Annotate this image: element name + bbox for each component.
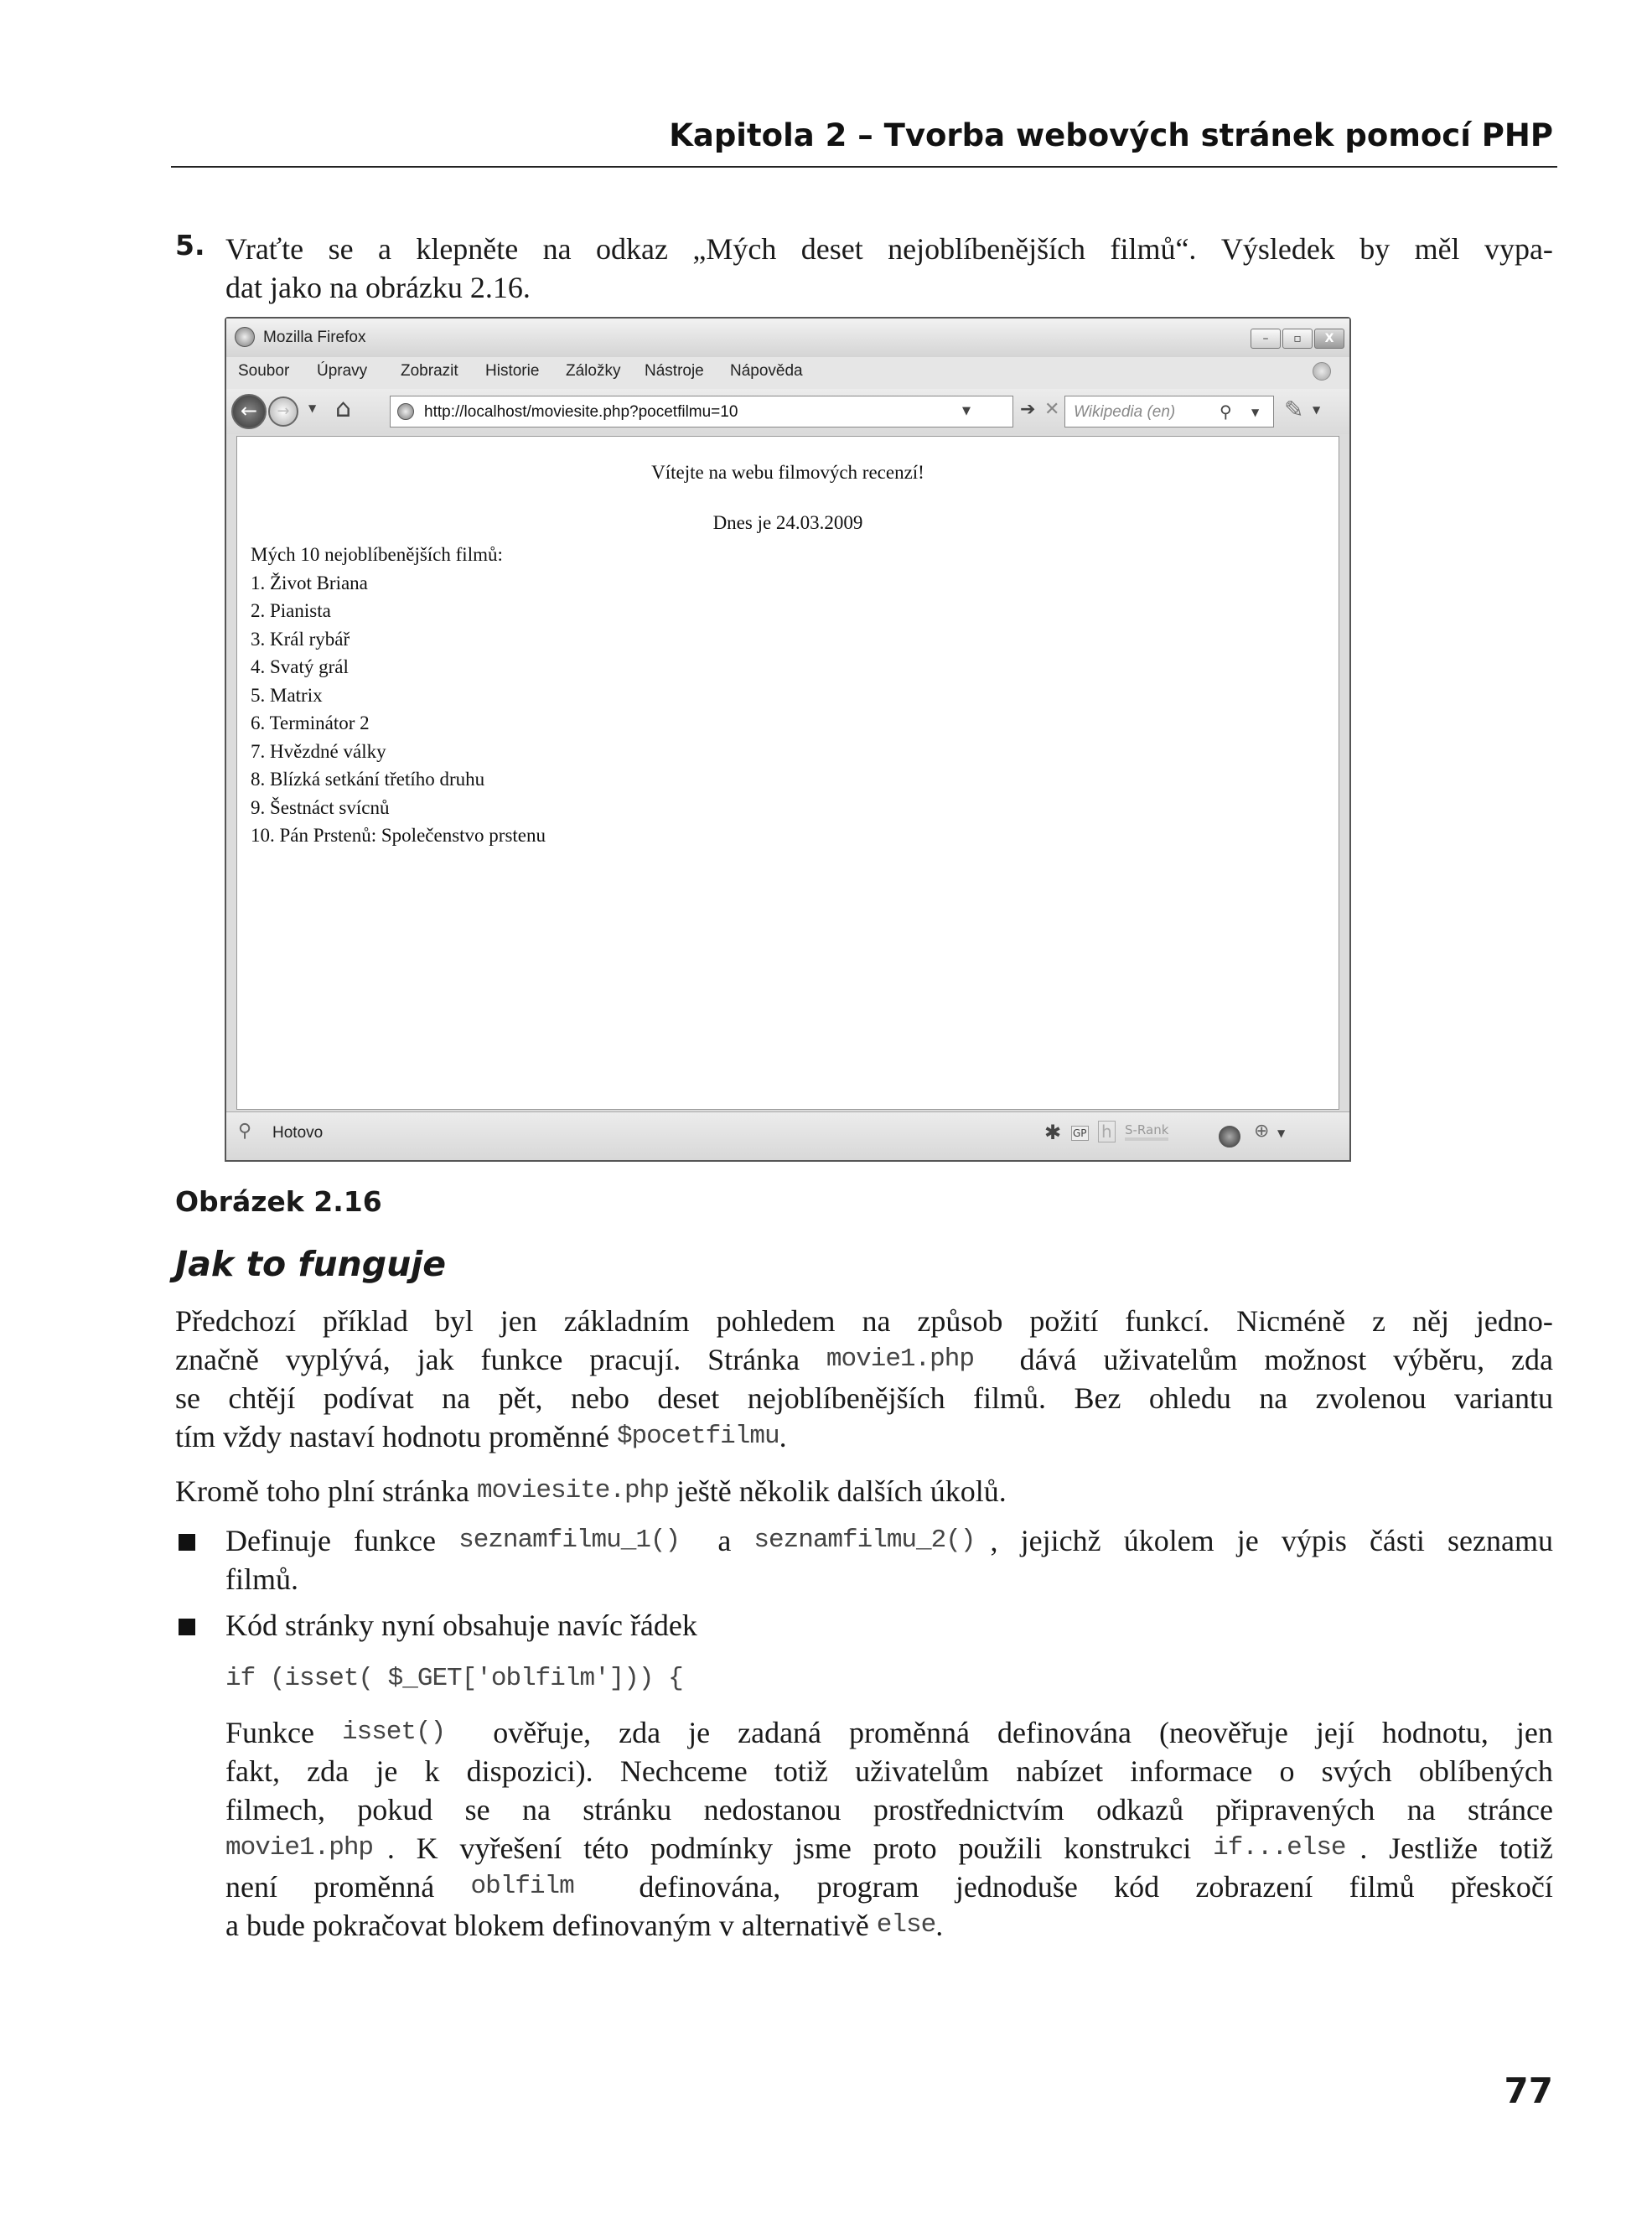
text-word: pět,	[498, 1381, 551, 1415]
film-list	[251, 541, 546, 850]
figure-caption: Obrázek 2.16	[175, 1185, 382, 1218]
text-word: seznamu	[1447, 1524, 1553, 1557]
browser-window	[225, 317, 1351, 1162]
text-word: na	[862, 1304, 899, 1338]
text-word: proměnná	[313, 1870, 443, 1904]
forward-button[interactable]: →	[268, 396, 298, 427]
text-word: prostřednictvím	[873, 1793, 1072, 1826]
text-word: ,	[990, 1524, 1006, 1557]
status-bar	[226, 1111, 1349, 1160]
text-line	[175, 1340, 1553, 1379]
text-word: Kód	[225, 1609, 285, 1642]
text-word: požití	[1029, 1304, 1106, 1338]
text-word: ohledu	[1148, 1381, 1239, 1415]
text-word: bude	[246, 1909, 313, 1942]
text-word: jako	[269, 271, 329, 304]
firebug-icon[interactable]: ✱	[1044, 1121, 1062, 1144]
text-word: odkaz	[596, 232, 676, 266]
text-word: na	[442, 1381, 479, 1415]
text-word: ještě	[676, 1474, 739, 1508]
text-word: pohledem	[716, 1304, 843, 1338]
code-line	[225, 1660, 1553, 1698]
list-item: 5. Matrix	[251, 684, 323, 706]
search-engine-dropdown-icon[interactable]: ▼	[1251, 407, 1260, 418]
text-line	[175, 1302, 1553, 1340]
text-line	[225, 1868, 1553, 1906]
text-word: jedno-	[1475, 1304, 1553, 1338]
text-line	[225, 1906, 1553, 1945]
film-list-title: Mých 10 nejoblíbenějších filmů:	[251, 544, 503, 565]
search-icon[interactable]: ⚲	[1220, 402, 1232, 422]
site-icon	[397, 403, 414, 420]
text-word: jak	[417, 1343, 462, 1376]
menu-bar	[226, 357, 1349, 389]
text-word: nejoblíbenějších	[888, 232, 1094, 266]
srank-badge[interactable]: S-Rank	[1125, 1122, 1168, 1141]
text-line	[225, 1660, 1553, 1698]
text-word: tím	[175, 1420, 224, 1453]
text-word: (neověřuje	[1158, 1716, 1296, 1749]
text-word: proměnná	[849, 1716, 977, 1749]
text-word: Jestliže	[1389, 1831, 1486, 1865]
text-word: filmů.	[973, 1381, 1054, 1415]
history-dropdown-icon[interactable]: ▼	[308, 402, 317, 414]
text-word: je	[375, 1754, 406, 1788]
text-word: nastaví	[289, 1420, 382, 1453]
text-word: Funkce	[225, 1716, 322, 1749]
text-word: a	[717, 1524, 739, 1557]
text-word: stránku	[583, 1793, 680, 1826]
paragraph-2	[175, 1472, 1553, 1510]
text-word: a	[377, 232, 399, 266]
text-word: Vraťte	[225, 232, 312, 266]
text-word: řádek	[629, 1609, 697, 1642]
inline-code: if...else	[1213, 1833, 1346, 1863]
text-word: vyřešení	[459, 1831, 570, 1865]
text-word: svých	[1321, 1754, 1400, 1788]
text-word: dává	[1019, 1343, 1085, 1376]
zoom-icon[interactable]: ⊕	[1254, 1121, 1270, 1142]
text-word: jsme	[794, 1831, 859, 1865]
text-word: je	[1236, 1524, 1266, 1557]
text-word: k	[424, 1754, 448, 1788]
text-word: této	[583, 1831, 637, 1865]
text-word	[465, 1713, 473, 1752]
text-word: se	[328, 232, 361, 266]
text-line	[225, 1606, 1553, 1645]
text-word: proměnné	[489, 1420, 617, 1453]
text-word: filmů.	[225, 1562, 298, 1596]
bullet-item-2	[225, 1606, 1553, 1645]
text-word: .	[386, 1831, 402, 1865]
text-word: vždy	[223, 1420, 289, 1453]
text-word: uživatelům	[855, 1754, 997, 1788]
title-bar	[226, 319, 1349, 357]
throbber-icon	[1313, 362, 1331, 381]
list-item: 7. Hvězdné války	[251, 740, 386, 762]
text-word: plní	[327, 1474, 382, 1508]
text-word: fakt,	[225, 1754, 287, 1788]
text-word: blokem	[453, 1909, 552, 1942]
zoom-dropdown-icon[interactable]: ▼	[1277, 1127, 1286, 1139]
text-word: „Mých	[692, 232, 785, 266]
text-word: zobrazení	[1195, 1870, 1321, 1904]
text-word: stránka	[382, 1474, 477, 1508]
text-word: .	[1359, 1831, 1375, 1865]
text-word: úkolů.	[930, 1474, 1007, 1508]
stop-icon[interactable]: ✕	[1044, 399, 1060, 420]
text-word: konstrukci	[1064, 1831, 1199, 1865]
text-word: podmínky	[650, 1831, 781, 1865]
text-word: příklad	[322, 1304, 416, 1338]
list-item: 9. Šestnáct svícnů	[251, 796, 390, 818]
list-item: 8. Blízká setkání třetího druhu	[251, 769, 485, 790]
text-word: .	[779, 1420, 787, 1453]
welcome-text: Vítejte na webu filmových recenzí!	[651, 462, 924, 483]
menu-upravy[interactable]: Úpravy	[317, 362, 368, 380]
minimize-button[interactable]: –	[1251, 329, 1281, 349]
text-word: K	[416, 1831, 446, 1865]
text-word: filmech,	[225, 1793, 333, 1826]
text-word: v	[718, 1909, 742, 1942]
inline-code: (isset(	[269, 1664, 388, 1693]
text-word: nejoblíbenějších	[747, 1381, 953, 1415]
text-word: alternativě	[741, 1909, 877, 1942]
text-line	[225, 230, 1553, 268]
menu-zobrazit[interactable]: Zobrazit	[401, 362, 458, 380]
text-word: nabízet	[1016, 1754, 1111, 1788]
text-line	[225, 1829, 1553, 1868]
bullet-item-1	[225, 1521, 1553, 1598]
text-word: stránky	[285, 1609, 381, 1642]
inline-code: isset()	[341, 1717, 446, 1747]
text-word: na	[329, 271, 365, 304]
text-word: stránce	[1468, 1793, 1553, 1826]
text-word: vyplývá,	[285, 1343, 398, 1376]
running-header: Kapitola 2 – Tvorba webových stránek pomocí PHP	[669, 117, 1553, 153]
text-word: zadaná	[738, 1716, 830, 1749]
text-word: deset	[800, 232, 871, 266]
url-bar[interactable]	[390, 396, 1013, 427]
inline-code: $_GET['oblfilm']))	[387, 1664, 669, 1693]
inline-code: $pocetfilmu	[616, 1422, 779, 1451]
search-placeholder: Wikipedia (en)	[1074, 403, 1176, 421]
text-word: .	[935, 1909, 944, 1942]
step-number: 5.	[175, 229, 205, 262]
text-line	[225, 268, 1553, 307]
bullet-icon	[179, 1619, 195, 1635]
text-word: něj	[1411, 1304, 1457, 1338]
inline-code: seznamfilmu_1()	[458, 1526, 681, 1555]
text-word: funkce	[480, 1343, 571, 1376]
url-dropdown-icon[interactable]: ▼	[962, 405, 971, 417]
text-word: zda	[619, 1716, 669, 1749]
text-word: jen	[1515, 1716, 1553, 1749]
text-line	[175, 1472, 1553, 1510]
page-number: 77	[1504, 2070, 1553, 2111]
text-word: značně	[175, 1343, 267, 1376]
text-word: vypa-	[1484, 232, 1553, 266]
addon-icon[interactable]	[1219, 1126, 1240, 1148]
maximize-button[interactable]: ▫	[1282, 329, 1313, 349]
text-word: pokračovat	[312, 1909, 454, 1942]
text-word: kód	[1114, 1870, 1168, 1904]
text-word: filmů“.	[1110, 232, 1204, 266]
text-word: by	[1359, 232, 1398, 266]
bullet-icon	[179, 1534, 195, 1551]
text-word: Výsledek	[1220, 232, 1343, 266]
text-word: připravených	[1215, 1793, 1383, 1826]
text-word: byl	[434, 1304, 481, 1338]
text-word: nyní	[381, 1609, 443, 1642]
text-word: Předchozí	[175, 1304, 303, 1338]
find-icon[interactable]: ⚲	[238, 1121, 252, 1142]
text-word: definována,	[639, 1870, 789, 1904]
text-word: možnost	[1264, 1343, 1375, 1376]
text-word: použili	[958, 1831, 1050, 1865]
text-word: o	[1279, 1754, 1302, 1788]
text-word: úkolem	[1123, 1524, 1222, 1557]
text-word	[695, 1521, 702, 1560]
list-item: 3. Král rybář	[251, 628, 350, 650]
menu-nastroje[interactable]: Nástroje	[645, 362, 704, 380]
text-line	[225, 1713, 1553, 1752]
text-line	[175, 1379, 1553, 1417]
text-word: na	[1259, 1381, 1296, 1415]
text-word: pracují.	[589, 1343, 689, 1376]
text-word: oblíbených	[1418, 1754, 1553, 1788]
text-line	[225, 1752, 1553, 1790]
text-word: dat	[225, 271, 270, 304]
extension-dropdown-icon[interactable]: ▼	[1313, 404, 1321, 416]
text-word: obrázku	[365, 271, 470, 304]
date-text: Dnes je 24.03.2009	[712, 512, 863, 533]
section-heading: Jak to funguje	[175, 1244, 447, 1284]
text-line	[225, 1521, 1553, 1560]
text-word: a	[225, 1909, 246, 1942]
window-title: Mozilla Firefox	[263, 329, 366, 346]
text-word: na	[542, 232, 579, 266]
text-word: zvolenou	[1315, 1381, 1434, 1415]
inline-code: {	[668, 1664, 683, 1693]
text-word: na	[521, 1793, 558, 1826]
inline-code: oblfilm	[470, 1872, 574, 1901]
text-word: totiž	[774, 1754, 836, 1788]
text-word: jejichž	[1020, 1524, 1109, 1557]
text-word: ověřuje,	[493, 1716, 599, 1749]
text-word: funkce	[354, 1524, 443, 1557]
text-word: základním	[563, 1304, 697, 1338]
menu-historie[interactable]: Historie	[485, 362, 540, 380]
navigation-toolbar	[226, 389, 1349, 434]
header-rule	[171, 166, 1557, 168]
text-word: definovaným	[552, 1909, 719, 1942]
text-word: se	[464, 1793, 498, 1826]
text-line	[225, 1560, 1553, 1598]
text-word: klepněte	[416, 232, 526, 266]
inline-code: else	[876, 1910, 936, 1940]
text-word: proto	[873, 1831, 945, 1865]
text-word	[669, 1472, 676, 1510]
text-word: obsahuje	[443, 1609, 557, 1642]
text-word: měl	[1414, 232, 1468, 266]
inline-code: if	[225, 1664, 270, 1693]
text-word: na	[1406, 1793, 1443, 1826]
text-word: způsob	[917, 1304, 1011, 1338]
text-word: jednoduše	[955, 1870, 1085, 1904]
list-item: 4. Svatý grál	[251, 656, 349, 677]
paragraph-3	[225, 1713, 1553, 1945]
home-icon[interactable]: ⌂	[335, 394, 352, 423]
text-word: nedostanou	[703, 1793, 849, 1826]
menu-zalozky[interactable]: Záložky	[566, 362, 621, 380]
text-word: Kromě	[175, 1474, 267, 1508]
search-bar[interactable]	[1064, 396, 1274, 427]
inline-code: movie1.php	[826, 1344, 974, 1374]
text-line	[175, 1417, 1553, 1456]
text-word: program	[816, 1870, 927, 1904]
text-word: Bez	[1074, 1381, 1129, 1415]
page-content	[236, 436, 1339, 1110]
text-word: Definuje	[225, 1524, 339, 1557]
text-word: chtějí	[228, 1381, 303, 1415]
back-button[interactable]: ←	[231, 394, 267, 429]
text-word: toho	[266, 1474, 328, 1508]
toolbar-extension-icon[interactable]: ✎	[1284, 396, 1304, 423]
text-word: dispozici).	[466, 1754, 601, 1788]
inline-code: seznamfilmu_2()	[753, 1526, 976, 1555]
list-item: 2. Pianista	[251, 600, 331, 621]
text-word: Nicméně	[1236, 1304, 1354, 1338]
text-line	[225, 1790, 1553, 1829]
text-word	[603, 1868, 610, 1906]
text-word: výběru,	[1393, 1343, 1493, 1376]
text-word: z	[1372, 1304, 1394, 1338]
menu-napoveda[interactable]: Nápověda	[730, 362, 803, 380]
text-word: výpis	[1281, 1524, 1354, 1557]
inline-code: moviesite.php	[476, 1476, 669, 1505]
text-word: není	[225, 1870, 285, 1904]
list-item: 6. Terminátor 2	[251, 712, 370, 733]
url-text: http://localhost/moviesite.php?pocetfilmu=10	[424, 403, 738, 421]
text-word: jen	[500, 1304, 545, 1338]
go-arrow-icon[interactable]: ➔	[1020, 399, 1036, 420]
h-badge-icon[interactable]: h	[1098, 1121, 1116, 1142]
text-word: hodnotu	[381, 1420, 489, 1453]
gp-badge[interactable]: GP	[1073, 1127, 1087, 1139]
inline-code: movie1.php	[225, 1833, 374, 1863]
text-word: zda	[1511, 1343, 1553, 1376]
text-word: funkcí.	[1125, 1304, 1218, 1338]
text-word: podívat	[323, 1381, 422, 1415]
list-item: 10. Pán Prstenů: Společenstvo prstenu	[251, 825, 546, 846]
text-word: Stránka	[707, 1343, 808, 1376]
menu-soubor[interactable]: Soubor	[238, 362, 290, 380]
text-word: hodnotu,	[1381, 1716, 1496, 1749]
close-button[interactable]: X	[1314, 329, 1344, 349]
text-word: dalších	[836, 1474, 930, 1508]
text-word: definována	[997, 1716, 1139, 1749]
text-word: zda	[307, 1754, 357, 1788]
text-word: několik	[738, 1474, 837, 1508]
firefox-icon	[235, 327, 255, 347]
text-word: navíc	[557, 1609, 630, 1642]
text-word: variantu	[1454, 1381, 1553, 1415]
status-text: Hotovo	[272, 1124, 324, 1142]
text-word: uživatelům	[1103, 1343, 1245, 1376]
text-word: informace	[1130, 1754, 1261, 1788]
text-word: její	[1315, 1716, 1362, 1749]
step-text	[225, 230, 1553, 307]
text-word: deset	[657, 1381, 728, 1415]
text-word: nebo	[570, 1381, 637, 1415]
text-word: totiž	[1499, 1831, 1553, 1865]
list-item: 1. Život Briana	[251, 572, 368, 593]
text-word: části	[1369, 1524, 1432, 1557]
text-word: je	[688, 1716, 718, 1749]
paragraph-1	[175, 1302, 1553, 1456]
text-word: Nechceme	[619, 1754, 755, 1788]
text-word: odkazů	[1096, 1793, 1192, 1826]
text-word: se	[175, 1381, 208, 1415]
text-word: filmů	[1349, 1870, 1422, 1904]
text-word: 2.16.	[469, 271, 531, 304]
text-word	[993, 1340, 1001, 1379]
text-word: pokud	[357, 1793, 441, 1826]
text-word: přeskočí	[1450, 1870, 1553, 1904]
